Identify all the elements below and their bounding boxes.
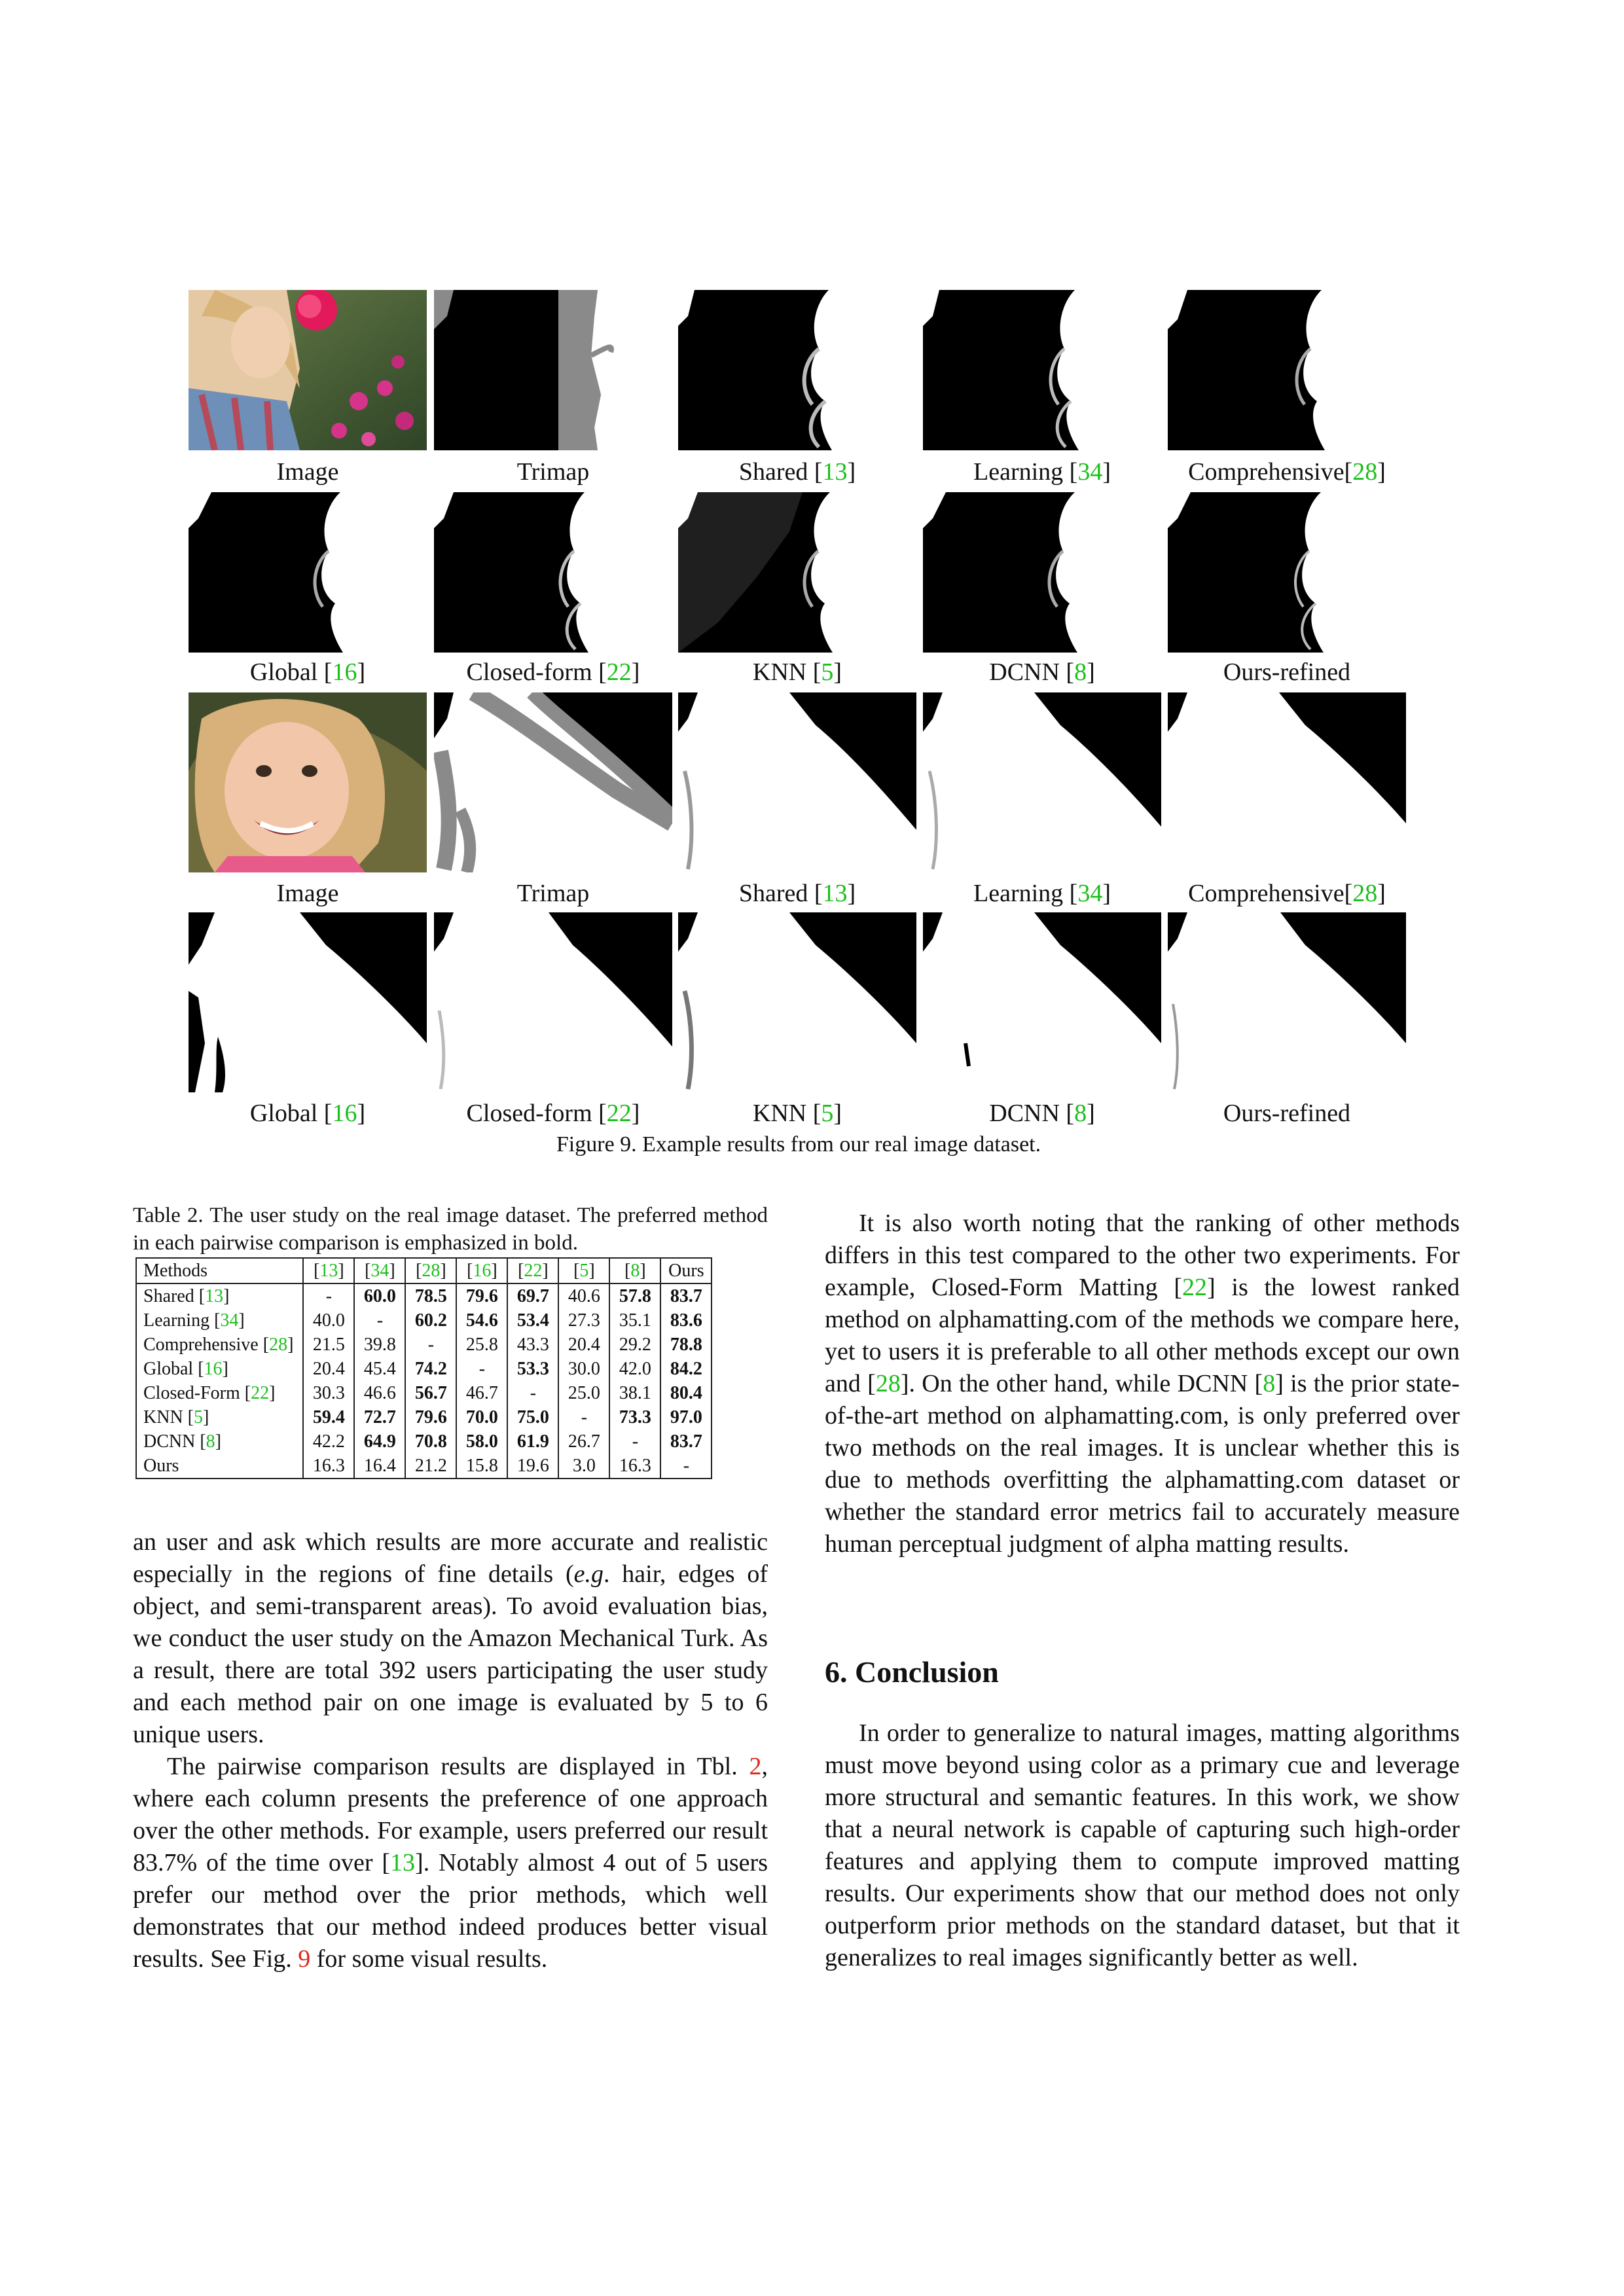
ours-refined-matte-image (1168, 492, 1406, 653)
caption-image-1: Image (276, 458, 339, 486)
caption-image-2: Image (276, 880, 339, 907)
caption-global-1: Global [16] (249, 658, 366, 686)
caption-dcnn-2: DCNN [8] (989, 1100, 1095, 1127)
caption-learning-2: Learning [34] (973, 880, 1111, 907)
table-cell: - (660, 1454, 712, 1479)
figure-captions-row-1 (189, 456, 1409, 489)
table-cell: 83.6 (660, 1308, 712, 1333)
header-col-5: [22] (507, 1258, 558, 1283)
closed-form-matte-image (434, 492, 672, 653)
left-column (133, 1526, 768, 1975)
row-method-name: Learning [34] (136, 1308, 303, 1333)
table-cell: 97.0 (660, 1405, 712, 1429)
caption-closed-form-1: Closed-form [22] (466, 658, 640, 686)
table-cell: 58.0 (456, 1429, 507, 1454)
caption-shared-2: Shared [13] (738, 880, 856, 907)
caption-comprehensive-1: Comprehensive[28] (1188, 458, 1386, 486)
row-method-name: Ours (136, 1454, 303, 1479)
table-cell: 84.2 (660, 1357, 712, 1381)
table-cell: 46.7 (456, 1381, 507, 1405)
table-row (136, 1357, 712, 1381)
paragraph-ranking: It is also worth noting that the ranking of other methods differs in this test compared to the other two experiments. For example, Closed-Form Matting [22] is the lowest ranked method on alphamatting.com of the methods we compare here, yet to users it is preferable to all other methods except our own and [28]. On the other hand, while DCNN [8] is the prior state-of-the-art method on alphamatting.com, is only preferred over two methods on the real images. It is unclear whether this is due to methods overfitting the alphamatting.com dataset or whether the standard error metrics fail to accurately measure human perceptual judgment of alpha matting results. (825, 1210, 1460, 1558)
dcnn-matte-image-2 (923, 912, 1161, 1092)
table-cell: 53.4 (507, 1308, 558, 1333)
header-methods: Methods (136, 1258, 303, 1283)
table-cell: 79.6 (456, 1283, 507, 1308)
figure-captions-row-4 (189, 1098, 1409, 1130)
table-cell: 39.8 (354, 1333, 405, 1357)
table-row (136, 1454, 712, 1479)
table-cell: 74.2 (405, 1357, 456, 1381)
table-cell: 59.4 (303, 1405, 354, 1429)
table-cell: 38.1 (609, 1381, 660, 1405)
table-cell: 26.7 (558, 1429, 609, 1454)
table-cell: 61.9 (507, 1429, 558, 1454)
table-cell: 53.3 (507, 1357, 558, 1381)
table-cell: 64.9 (354, 1429, 405, 1454)
figure-caption: Figure 9. Example results from our real image dataset. (556, 1132, 1041, 1157)
table-cell: - (354, 1308, 405, 1333)
row-method-name: Shared [13] (136, 1283, 303, 1308)
table-cell: 21.5 (303, 1333, 354, 1357)
paragraph-user-study: an user and ask which results are more accurate and realistic especially in the regions of fine details (e.g. hair, edges of object, and semi-transparent areas). To avoid evaluation bias, we conduct the user study on the Amazon Mechanical Turk. As a result, there are total 392 users participating the user study and each method pair on one image is evaluated by 5 to 6 unique users. (133, 1528, 768, 1748)
section-heading-conclusion: 6. Conclusion (825, 1655, 999, 1689)
citation-link[interactable]: 22 (1182, 1274, 1207, 1301)
table-cell: 60.0 (354, 1283, 405, 1308)
table-cell: 27.3 (558, 1308, 609, 1333)
table-row (136, 1308, 712, 1333)
table-cell: 29.2 (609, 1333, 660, 1357)
table-cell: 78.5 (405, 1283, 456, 1308)
table-row (136, 1381, 712, 1405)
figure-captions-row-3 (189, 878, 1409, 910)
paragraph-pairwise: The pairwise comparison results are displayed in Tbl. 2, where each column presents the preference of one approach over the other methods. For example, users preferred our result 83.7% of the time over [13]. Notably almost 4 out of 5 users prefer our method over the prior methods, which well demonstrates that our method indeed produces better visual results. See Fig. 9 for some visual results. (133, 1753, 768, 1973)
table-cell: 19.6 (507, 1454, 558, 1479)
table-cell: 72.7 (354, 1405, 405, 1429)
header-col-4: [16] (456, 1258, 507, 1283)
table-cell: 40.0 (303, 1308, 354, 1333)
table-cell: - (558, 1405, 609, 1429)
table-cell: 45.4 (354, 1357, 405, 1381)
figure-captions-row-2 (189, 656, 1409, 689)
caption-dcnn-1: DCNN [8] (989, 658, 1095, 686)
caption-ours-refined-2: Ours-refined (1223, 1100, 1351, 1127)
table-cell: 83.7 (660, 1283, 712, 1308)
table-cell: 57.8 (609, 1283, 660, 1308)
table-cell: 80.4 (660, 1381, 712, 1405)
table-cell: 30.3 (303, 1381, 354, 1405)
knn-matte-image-2 (678, 912, 916, 1092)
table-cell: - (456, 1357, 507, 1381)
figure-ref-link[interactable]: 9 (298, 1945, 311, 1973)
right-column (825, 1208, 1460, 1560)
figure-row-4 (189, 912, 1409, 1092)
learning-matte-image-2 (923, 692, 1161, 872)
table-row (136, 1333, 712, 1357)
row-method-name: KNN [5] (136, 1405, 303, 1429)
conclusion-column (825, 1717, 1460, 1974)
global-matte-image (189, 492, 427, 653)
table-cell: 25.0 (558, 1381, 609, 1405)
caption-closed-form-2: Closed-form [22] (466, 1100, 640, 1127)
table-ref-link[interactable]: 2 (749, 1753, 762, 1780)
table-cell: 70.0 (456, 1405, 507, 1429)
table-cell: 3.0 (558, 1454, 609, 1479)
table-cell: 46.6 (354, 1381, 405, 1405)
row-method-name: Comprehensive [28] (136, 1333, 303, 1357)
table-cell: - (507, 1381, 558, 1405)
table-cell: 79.6 (405, 1405, 456, 1429)
table-cell: 16.4 (354, 1454, 405, 1479)
table-cell: 60.2 (405, 1308, 456, 1333)
caption-knn-2: KNN [5] (752, 1100, 842, 1127)
table-cell: 42.2 (303, 1429, 354, 1454)
table-caption: Table 2. The user study on the real image dataset. The preferred method in each pairwise comparison is emphasized in bold. (133, 1204, 768, 1255)
header-col-6: [5] (558, 1258, 609, 1283)
shared-matte-image (678, 290, 916, 450)
comprehensive-matte-image (1168, 290, 1406, 450)
figure-row-2 (189, 492, 1409, 653)
caption-trimap-2: Trimap (516, 880, 590, 907)
knn-matte-image (678, 492, 916, 653)
figure-row-1 (189, 290, 1409, 450)
caption-ours-refined-1: Ours-refined (1223, 658, 1351, 686)
table-cell: - (405, 1333, 456, 1357)
row-method-name: Global [16] (136, 1357, 303, 1381)
dcnn-matte-image (923, 492, 1161, 653)
caption-trimap-1: Trimap (516, 458, 590, 486)
table-cell: 69.7 (507, 1283, 558, 1308)
table-cell: 40.6 (558, 1283, 609, 1308)
table-header-row (136, 1258, 712, 1283)
table-cell: 43.3 (507, 1333, 558, 1357)
header-col-3: [28] (405, 1258, 456, 1283)
photo-girl-flower (189, 290, 427, 450)
table-cell: 15.8 (456, 1454, 507, 1479)
global-matte-image-2 (189, 912, 427, 1092)
caption-global-2: Global [16] (249, 1100, 366, 1127)
caption-knn-1: KNN [5] (752, 658, 842, 686)
header-col-8: Ours (660, 1258, 712, 1283)
table-row (136, 1283, 712, 1308)
table-cell: 30.0 (558, 1357, 609, 1381)
table-cell: 56.7 (405, 1381, 456, 1405)
ours-refined-matte-image-2 (1168, 912, 1406, 1092)
caption-shared-1: Shared [13] (738, 458, 856, 486)
table-cell: - (303, 1283, 354, 1308)
trimap-image-2 (434, 692, 672, 872)
table-cell: 78.8 (660, 1333, 712, 1357)
table-cell: 16.3 (609, 1454, 660, 1479)
header-col-7: [8] (609, 1258, 660, 1283)
citation-link[interactable]: 8 (1263, 1370, 1276, 1397)
row-method-name: Closed-Form [22] (136, 1381, 303, 1405)
table-cell: 20.4 (303, 1357, 354, 1381)
table-cell: 16.3 (303, 1454, 354, 1479)
table-cell: 25.8 (456, 1333, 507, 1357)
table-cell: 75.0 (507, 1405, 558, 1429)
comprehensive-matte-image-2 (1168, 692, 1406, 872)
header-col-1: [13] (303, 1258, 354, 1283)
table-cell: 70.8 (405, 1429, 456, 1454)
citation-link[interactable]: 28 (875, 1370, 901, 1397)
caption-learning-1: Learning [34] (973, 458, 1111, 486)
table-cell: 35.1 (609, 1308, 660, 1333)
row-method-name: DCNN [8] (136, 1429, 303, 1454)
table-cell: 83.7 (660, 1429, 712, 1454)
table-body (136, 1283, 712, 1479)
citation-link[interactable]: 13 (390, 1849, 416, 1876)
header-col-2: [34] (354, 1258, 405, 1283)
closed-form-matte-image-2 (434, 912, 672, 1092)
table-cell: 73.3 (609, 1405, 660, 1429)
table-cell: 21.2 (405, 1454, 456, 1479)
table-cell: 20.4 (558, 1333, 609, 1357)
user-study-table (135, 1257, 712, 1479)
table-cell: 42.0 (609, 1357, 660, 1381)
figure-row-3 (189, 692, 1409, 872)
photo-girl-smiling (189, 692, 427, 872)
table-cell: 54.6 (456, 1308, 507, 1333)
learning-matte-image (923, 290, 1161, 450)
trimap-image (434, 290, 672, 450)
paragraph-conclusion: In order to generalize to natural images, matting algorithms must move beyond using color as a primary cue and leverage more structural and semantic features. In this work, we show that a neural network is capable of capturing such high-order features and applying them to compute improved matting results. Our experiments show that our method does not only outperform prior methods on the standard dataset, but that it generalizes to real images significantly better as well. (825, 1719, 1460, 1971)
shared-matte-image-2 (678, 692, 916, 872)
table-row (136, 1429, 712, 1454)
table-row (136, 1405, 712, 1429)
table-cell: - (609, 1429, 660, 1454)
caption-comprehensive-2: Comprehensive[28] (1188, 880, 1386, 907)
